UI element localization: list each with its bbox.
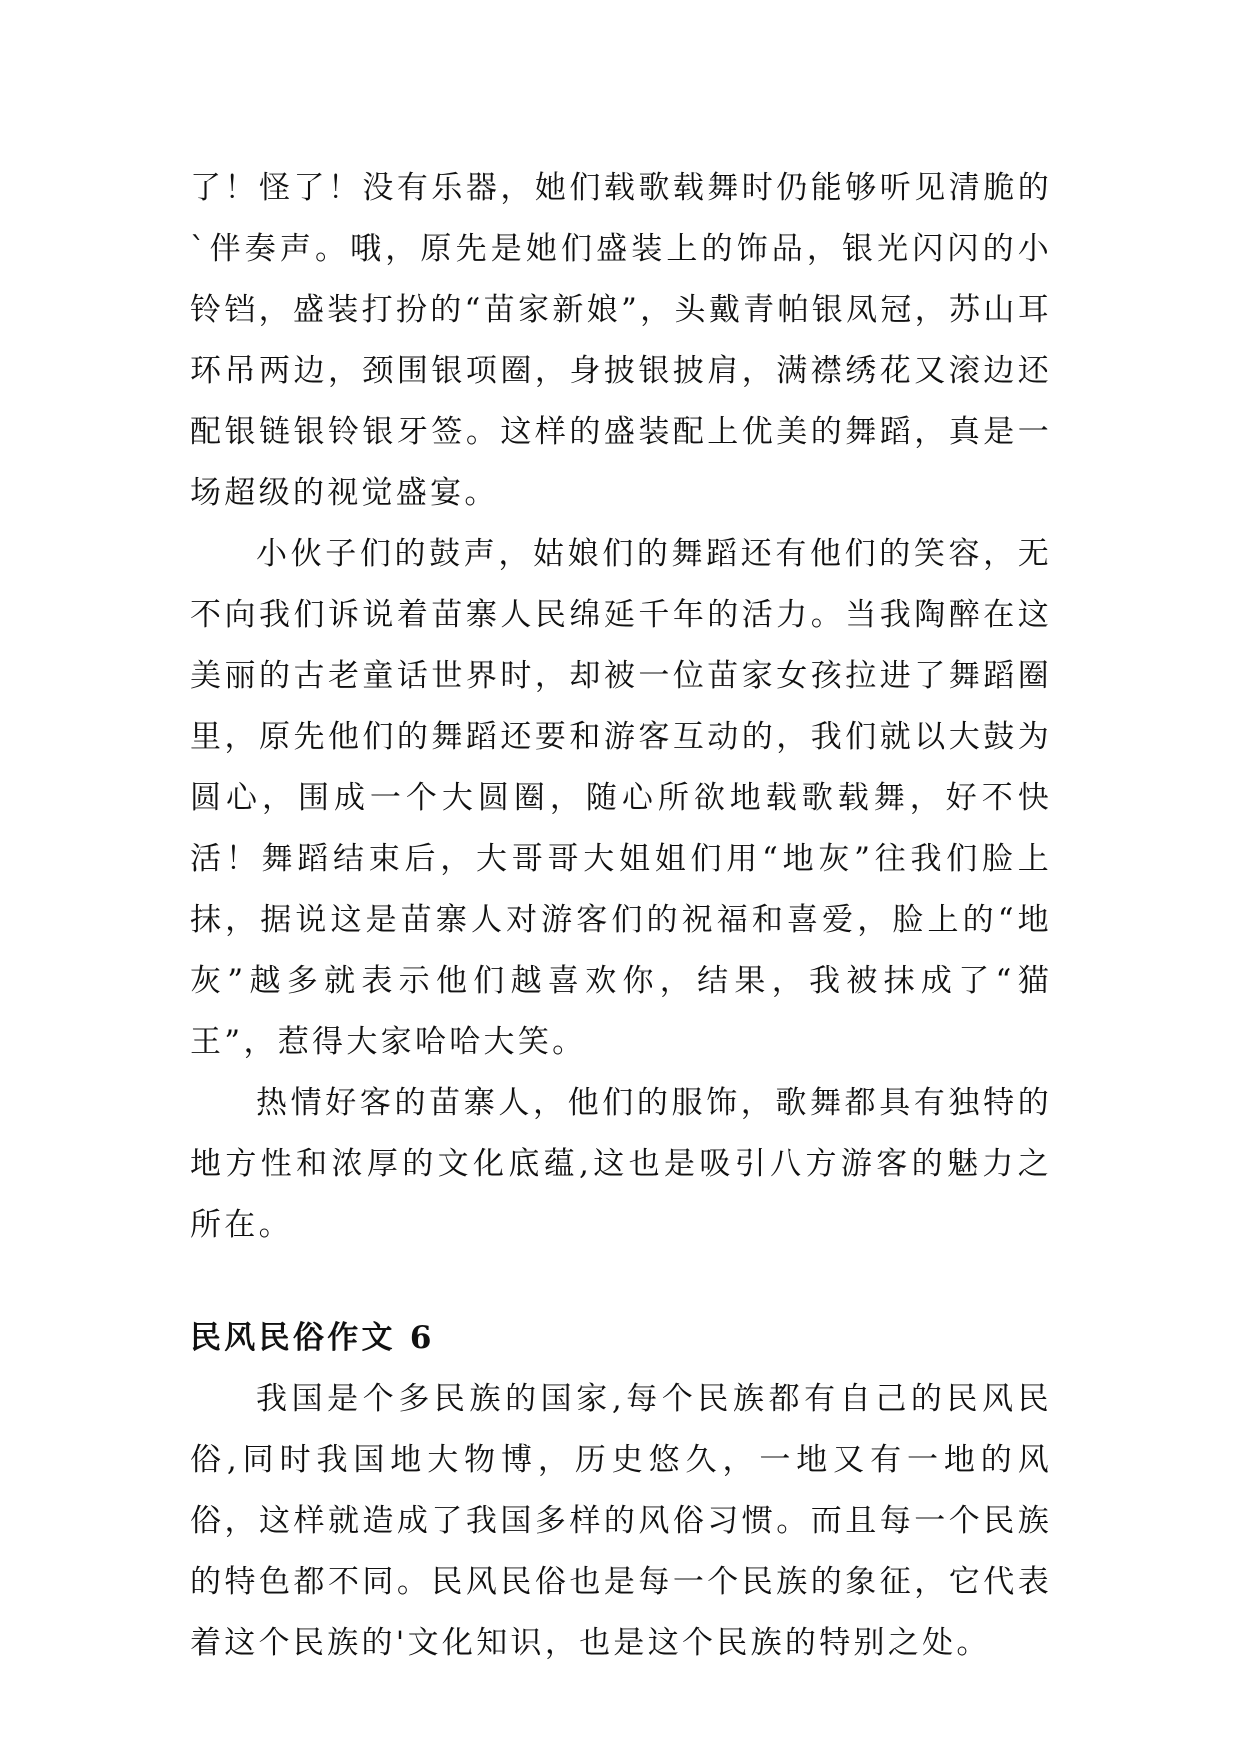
paragraph-costume-description: 了！怪了！没有乐器，她们载歌载舞时仍能够听见清脆的`伴奏声。哦，原先是她们盛装上的饰品，银光闪闪的小铃铛，盛装打扮的“苗家新娘”，头戴青帕银凤冠，苏山耳环吊两边，颈围银项圈，身披银披肩，满襟绣花又滚边还配银链银铃银牙签。这样的盛装配上优美的舞蹈，真是一场超级的视觉盛宴。 (190, 170, 1052, 511)
section-title: 民风民俗作文 6 (190, 1320, 435, 1356)
paragraph-dance-interaction: 小伙子们的鼓声，姑娘们的舞蹈还有他们的笑容，无不向我们诉说着苗寨人民绵延千年的活力。当我陶醉在这美丽的古老童话世界时，却被一位苗家女孩拉进了舞蹈圈里，原先他们的舞蹈还要和游客互动的，我们就以大鼓为圆心，围成一个大圆圈，随心所欲地载歌载舞，好不快活！舞蹈结束后，大哥哥大姐姐们用“地灰”往我们脸上抹，据说这是苗寨人对游客们的祝福和喜爱，脸上的“地灰”越多就表示他们越喜欢你，结果，我被抹成了“猫王”，惹得大家哈哈大笑。 (190, 536, 1052, 1060)
paragraph-intro-customs: 我国是个多民族的国家,每个民族都有自己的民风民俗,同时我国地大物博，历史悠久，一地又有一地的风俗，这样就造成了我国多样的风俗习惯。而且每一个民族的特色都不同。民风民俗也是每一个民族的象征，它代表着这个民族的'文化知识，也是这个民族的特别之处。 (190, 1381, 1052, 1661)
document-body (190, 158, 1052, 1674)
paragraph-conclusion: 热情好客的苗寨人，他们的服饰，歌舞都具有独特的地方性和浓厚的文化底蕴,这也是吸引八方游客的魅力之所在。 (190, 1085, 1052, 1243)
